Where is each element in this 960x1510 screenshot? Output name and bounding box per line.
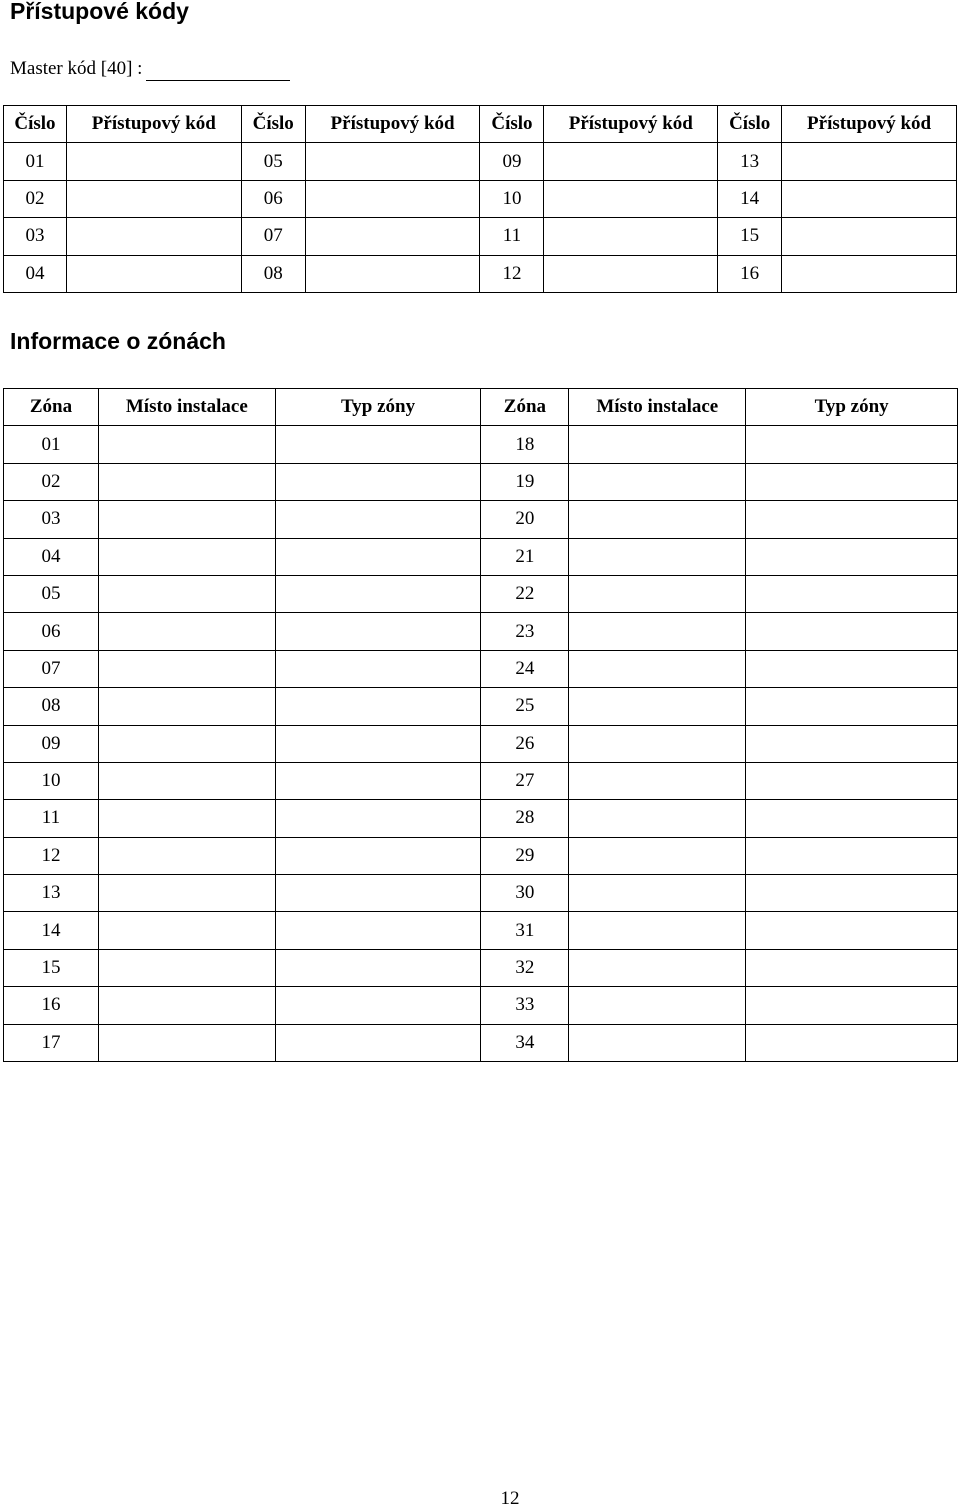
table-row — [4, 613, 958, 650]
code-number-cell: 03 — [4, 218, 67, 255]
zone-type-cell[interactable] — [746, 987, 958, 1024]
table-row — [4, 912, 958, 949]
access-code-cell[interactable] — [305, 180, 480, 217]
install-location-cell[interactable] — [98, 688, 275, 725]
zone-number-cell: 13 — [4, 875, 99, 912]
zone-number-cell: 26 — [481, 725, 569, 762]
header-cell: Přístupový kód — [782, 106, 957, 143]
zone-type-cell[interactable] — [746, 1024, 958, 1061]
install-location-cell[interactable] — [569, 949, 746, 986]
install-location-cell[interactable] — [569, 463, 746, 500]
zones-header-row — [4, 389, 958, 426]
zone-number-cell: 19 — [481, 463, 569, 500]
zone-number-cell: 32 — [481, 949, 569, 986]
access-code-cell[interactable] — [66, 218, 241, 255]
install-location-cell[interactable] — [98, 762, 275, 799]
zone-number-cell: 06 — [4, 613, 99, 650]
zones-table — [3, 388, 958, 1062]
table-row — [4, 800, 958, 837]
install-location-cell[interactable] — [98, 650, 275, 687]
zone-type-cell[interactable] — [275, 725, 481, 762]
zone-type-cell[interactable] — [275, 800, 481, 837]
access-code-cell[interactable] — [782, 218, 957, 255]
header-cell: Číslo — [480, 106, 544, 143]
zone-number-cell: 30 — [481, 875, 569, 912]
install-location-cell[interactable] — [569, 800, 746, 837]
install-location-cell[interactable] — [569, 837, 746, 874]
install-location-cell[interactable] — [98, 426, 275, 463]
zone-type-cell[interactable] — [746, 949, 958, 986]
zone-number-cell: 23 — [481, 613, 569, 650]
zone-number-cell: 29 — [481, 837, 569, 874]
install-location-cell[interactable] — [98, 538, 275, 575]
zone-number-cell: 21 — [481, 538, 569, 575]
zone-type-cell[interactable] — [746, 762, 958, 799]
header-cell: Číslo — [4, 106, 67, 143]
code-number-cell: 14 — [718, 180, 782, 217]
master-code-label: Master kód [40] : — [10, 58, 143, 79]
zone-number-cell: 25 — [481, 688, 569, 725]
install-location-cell[interactable] — [98, 575, 275, 612]
zone-type-cell[interactable] — [746, 688, 958, 725]
table-row — [4, 575, 958, 612]
install-location-cell[interactable] — [98, 987, 275, 1024]
code-number-cell: 15 — [718, 218, 782, 255]
code-number-cell: 12 — [480, 255, 544, 292]
code-number-cell: 06 — [241, 180, 305, 217]
table-row — [4, 1024, 958, 1061]
header-cell: Místo instalace — [569, 389, 746, 426]
code-number-cell: 16 — [718, 255, 782, 292]
install-location-cell[interactable] — [569, 538, 746, 575]
zone-type-cell[interactable] — [275, 426, 481, 463]
zone-type-cell[interactable] — [746, 575, 958, 612]
zone-number-cell: 28 — [481, 800, 569, 837]
install-location-cell[interactable] — [98, 501, 275, 538]
install-location-cell[interactable] — [569, 912, 746, 949]
table-row — [4, 650, 958, 687]
install-location-cell[interactable] — [569, 426, 746, 463]
table-row — [4, 949, 958, 986]
code-number-cell: 13 — [718, 143, 782, 180]
zone-number-cell: 01 — [4, 426, 99, 463]
table-row — [4, 426, 958, 463]
zone-type-cell[interactable] — [275, 837, 481, 874]
zone-type-cell[interactable] — [746, 650, 958, 687]
access-code-cell[interactable] — [305, 218, 480, 255]
access-codes-header-row — [4, 106, 957, 143]
code-number-cell: 05 — [241, 143, 305, 180]
zone-number-cell: 22 — [481, 575, 569, 612]
zone-type-cell[interactable] — [275, 1024, 481, 1061]
access-code-cell[interactable] — [305, 143, 480, 180]
install-location-cell[interactable] — [98, 1024, 275, 1061]
zone-number-cell: 20 — [481, 501, 569, 538]
zone-type-cell[interactable] — [275, 613, 481, 650]
access-code-cell[interactable] — [305, 255, 480, 292]
zone-number-cell: 08 — [4, 688, 99, 725]
zone-number-cell: 33 — [481, 987, 569, 1024]
access-code-cell[interactable] — [66, 255, 241, 292]
access-codes-title: Přístupové kódy — [10, 0, 189, 24]
code-number-cell: 01 — [4, 143, 67, 180]
install-location-cell[interactable] — [98, 912, 275, 949]
table-row — [4, 501, 958, 538]
install-location-cell[interactable] — [569, 987, 746, 1024]
install-location-cell[interactable] — [98, 949, 275, 986]
zone-type-cell[interactable] — [746, 875, 958, 912]
zone-number-cell: 27 — [481, 762, 569, 799]
header-cell: Přístupový kód — [305, 106, 480, 143]
install-location-cell[interactable] — [569, 875, 746, 912]
page-number: 12 — [500, 1488, 520, 1509]
zone-type-cell[interactable] — [275, 538, 481, 575]
zone-number-cell: 24 — [481, 650, 569, 687]
code-number-cell: 02 — [4, 180, 67, 217]
table-row — [4, 463, 958, 500]
zone-number-cell: 14 — [4, 912, 99, 949]
table-row — [4, 688, 958, 725]
access-code-cell[interactable] — [66, 143, 241, 180]
code-number-cell: 10 — [480, 180, 544, 217]
install-location-cell[interactable] — [569, 1024, 746, 1061]
zone-number-cell: 15 — [4, 949, 99, 986]
access-code-cell[interactable] — [782, 143, 957, 180]
zone-type-cell[interactable] — [746, 800, 958, 837]
install-location-cell[interactable] — [569, 501, 746, 538]
header-cell: Zóna — [481, 389, 569, 426]
header-cell: Zóna — [4, 389, 99, 426]
zone-type-cell[interactable] — [275, 575, 481, 612]
zone-type-cell[interactable] — [275, 650, 481, 687]
access-code-cell[interactable] — [544, 255, 718, 292]
zone-type-cell[interactable] — [275, 463, 481, 500]
zone-number-cell: 05 — [4, 575, 99, 612]
access-code-cell[interactable] — [544, 143, 718, 180]
zone-type-cell[interactable] — [746, 501, 958, 538]
install-location-cell[interactable] — [569, 575, 746, 612]
code-number-cell: 07 — [241, 218, 305, 255]
table-row — [4, 538, 958, 575]
zone-type-cell[interactable] — [275, 875, 481, 912]
install-location-cell[interactable] — [98, 463, 275, 500]
zone-type-cell[interactable] — [746, 426, 958, 463]
zone-type-cell[interactable] — [746, 725, 958, 762]
zone-number-cell: 16 — [4, 987, 99, 1024]
zone-number-cell: 07 — [4, 650, 99, 687]
install-location-cell[interactable] — [569, 762, 746, 799]
zone-type-cell[interactable] — [275, 688, 481, 725]
zone-number-cell: 02 — [4, 463, 99, 500]
install-location-cell[interactable] — [569, 650, 746, 687]
zone-type-cell[interactable] — [275, 949, 481, 986]
access-code-cell[interactable] — [544, 180, 718, 217]
install-location-cell[interactable] — [98, 725, 275, 762]
install-location-cell[interactable] — [569, 725, 746, 762]
header-cell: Přístupový kód — [66, 106, 241, 143]
table-row — [4, 143, 957, 180]
master-code-line — [10, 58, 290, 81]
zone-type-cell[interactable] — [746, 463, 958, 500]
zones-title: Informace o zónách — [10, 328, 226, 354]
zone-type-cell[interactable] — [275, 762, 481, 799]
zone-type-cell[interactable] — [275, 501, 481, 538]
table-row — [4, 218, 957, 255]
header-cell: Místo instalace — [98, 389, 275, 426]
table-row — [4, 255, 957, 292]
table-row — [4, 875, 958, 912]
install-location-cell[interactable] — [569, 688, 746, 725]
install-location-cell[interactable] — [98, 613, 275, 650]
access-code-cell[interactable] — [544, 218, 718, 255]
zone-type-cell[interactable] — [746, 613, 958, 650]
table-row — [4, 987, 958, 1024]
zone-type-cell[interactable] — [275, 912, 481, 949]
install-location-cell[interactable] — [98, 800, 275, 837]
zone-type-cell[interactable] — [275, 987, 481, 1024]
zone-number-cell: 11 — [4, 800, 99, 837]
zone-number-cell: 04 — [4, 538, 99, 575]
table-row — [4, 837, 958, 874]
code-number-cell: 04 — [4, 255, 67, 292]
header-cell: Typ zóny — [275, 389, 481, 426]
code-number-cell: 11 — [480, 218, 544, 255]
access-code-cell[interactable] — [66, 180, 241, 217]
zone-number-cell: 03 — [4, 501, 99, 538]
zone-number-cell: 18 — [481, 426, 569, 463]
zone-number-cell: 12 — [4, 837, 99, 874]
table-row — [4, 180, 957, 217]
header-cell: Přístupový kód — [544, 106, 718, 143]
code-number-cell: 09 — [480, 143, 544, 180]
install-location-cell[interactable] — [98, 837, 275, 874]
table-row — [4, 725, 958, 762]
header-cell: Číslo — [241, 106, 305, 143]
install-location-cell[interactable] — [98, 875, 275, 912]
code-number-cell: 08 — [241, 255, 305, 292]
zone-number-cell: 34 — [481, 1024, 569, 1061]
access-code-cell[interactable] — [782, 255, 957, 292]
master-code-blank[interactable] — [146, 60, 290, 81]
zone-type-cell[interactable] — [746, 912, 958, 949]
table-row — [4, 762, 958, 799]
zone-number-cell: 09 — [4, 725, 99, 762]
access-code-cell[interactable] — [782, 180, 957, 217]
zone-type-cell[interactable] — [746, 538, 958, 575]
access-codes-table — [3, 105, 957, 293]
zone-number-cell: 10 — [4, 762, 99, 799]
header-cell: Typ zóny — [746, 389, 958, 426]
zone-type-cell[interactable] — [746, 837, 958, 874]
zone-number-cell: 17 — [4, 1024, 99, 1061]
zone-number-cell: 31 — [481, 912, 569, 949]
install-location-cell[interactable] — [569, 613, 746, 650]
header-cell: Číslo — [718, 106, 782, 143]
